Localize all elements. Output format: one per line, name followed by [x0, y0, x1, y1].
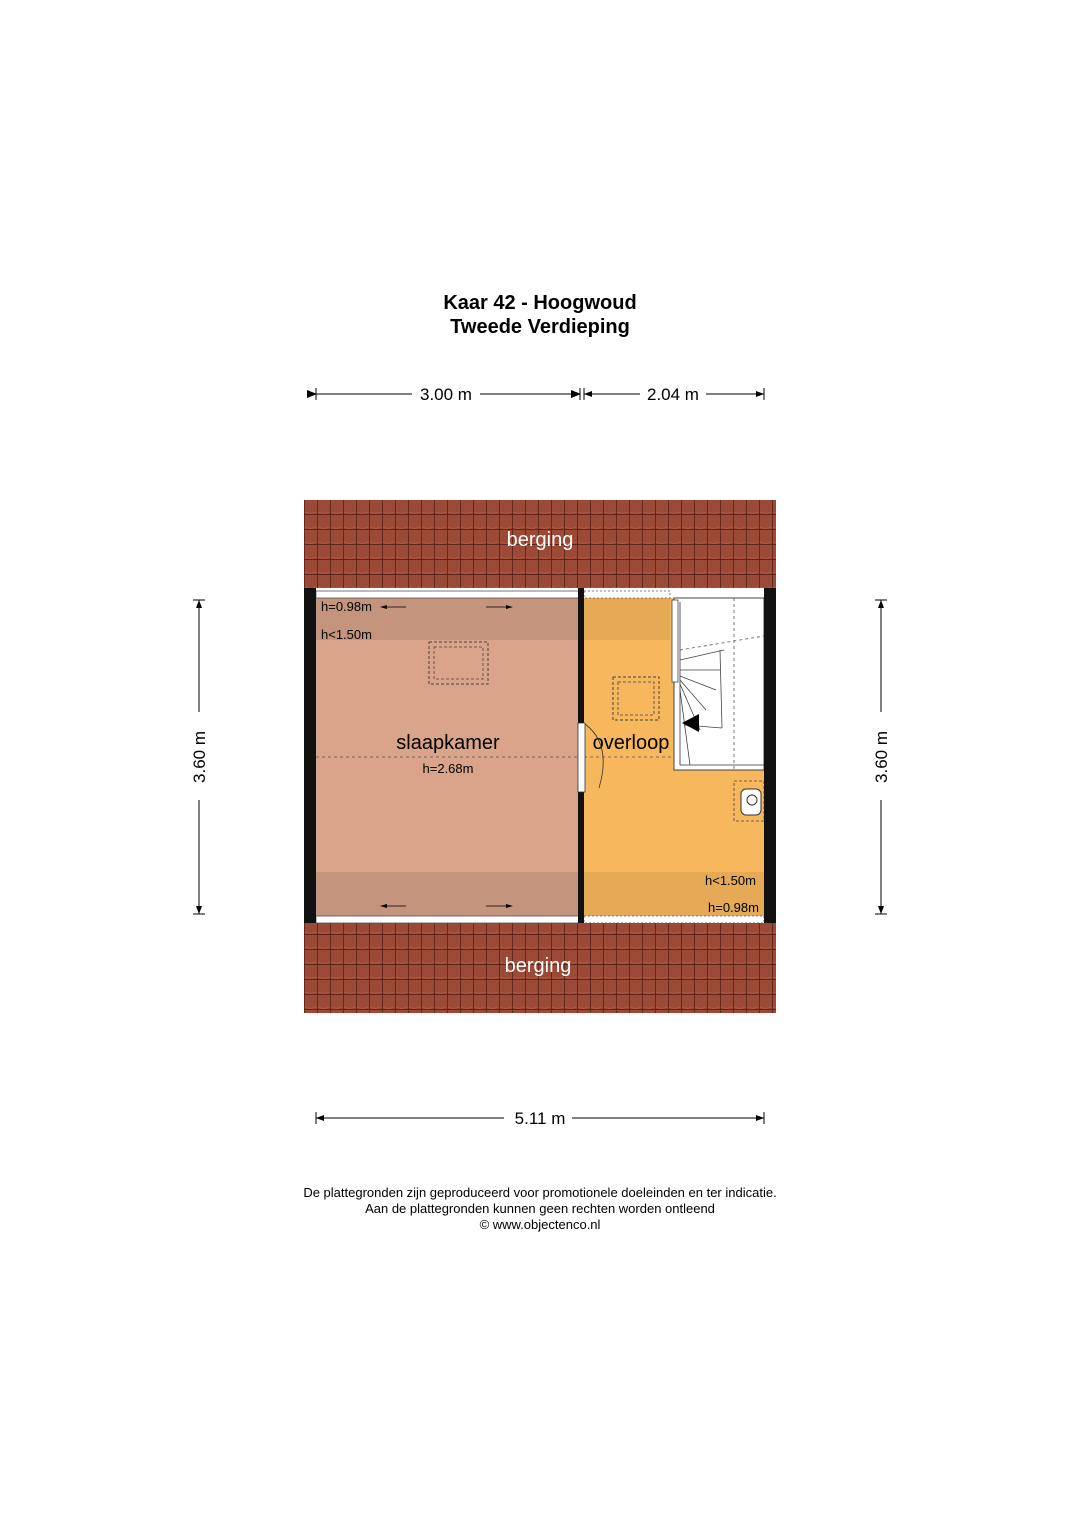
dimension-label: 5.11 m: [514, 1109, 566, 1128]
dimension-label: 3.00 m: [420, 385, 472, 404]
dimension-label: 3.60 m: [190, 731, 209, 783]
dimension-label: 2.04 m: [647, 385, 699, 404]
dimension-bottom: [316, 1109, 764, 1128]
dimension-right: [872, 600, 891, 914]
room-label-storage-bottom: berging: [504, 955, 572, 977]
dimension-left: [190, 600, 209, 914]
washbasin-icon: [734, 781, 764, 821]
height-label-bedroom-top-mid: h<1.50m: [321, 627, 372, 642]
dimension-top-left: [316, 385, 580, 404]
staircase: [672, 598, 764, 770]
room-bedroom: [316, 598, 580, 916]
copyright-line: © www.objectenco.nl: [479, 1217, 601, 1232]
plan-title-address: Kaar 42 - Hoogwoud: [443, 292, 637, 314]
height-label-bedroom-top-low: h=0.98m: [321, 599, 372, 614]
disclaimer-line-2: Aan de plattegronden kunnen geen rechten worden ontleend: [365, 1201, 715, 1216]
room-label-landing: overloop: [592, 732, 670, 754]
height-label-landing-bottom-low: h=0.98m: [708, 900, 759, 915]
height-label-landing-bottom-mid: h<1.50m: [705, 873, 756, 888]
height-label-bedroom: h=2.68m: [422, 761, 474, 776]
dimension-top-right: [584, 385, 764, 404]
dimension-label: 3.60 m: [872, 731, 891, 783]
plan-title-floor: Tweede Verdieping: [450, 316, 630, 338]
room-label-bedroom: slaapkamer: [396, 732, 500, 754]
disclaimer-line-1: De plattegronden zijn geproduceerd voor promotionele doeleinden en ter indicatie.: [303, 1185, 777, 1200]
room-label-storage-top: berging: [506, 529, 574, 551]
